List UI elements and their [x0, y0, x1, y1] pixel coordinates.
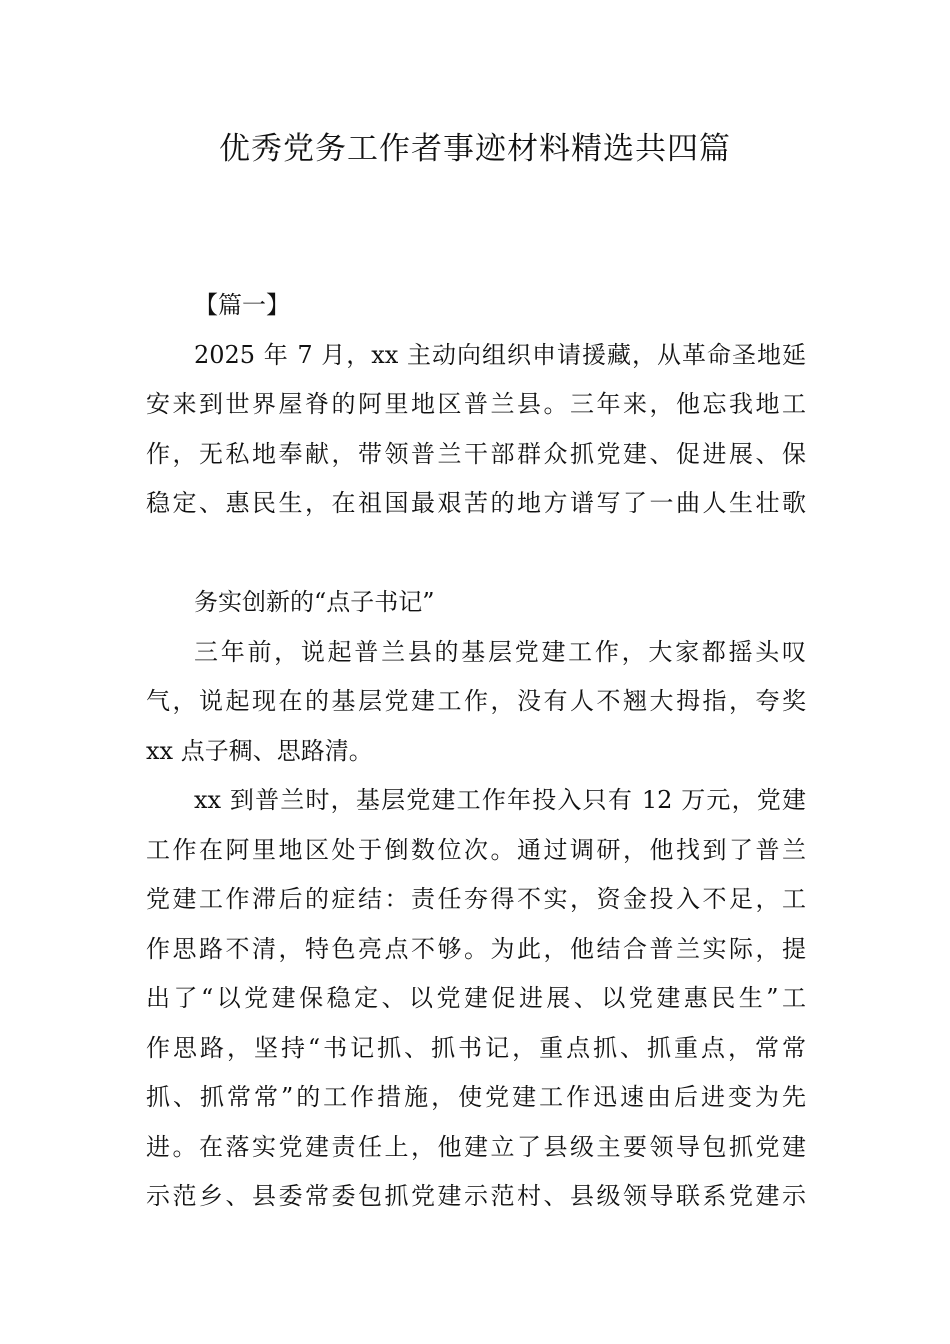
paragraph-2	[146, 628, 806, 777]
paragraph-gap	[146, 529, 806, 579]
subheading: 务实创新的“点子书记”	[194, 588, 435, 616]
para3-line-2: 工作在阿里地区处于倒数位次。通过调研，他找到了普兰	[146, 835, 806, 864]
para3-line-9: 示范乡、县委常委包抓党建示范村、县级领导联系党建示	[146, 1182, 806, 1210]
para3-line-3: 党建工作滞后的症结：责任夯得不实，资金投入不足，工	[146, 885, 806, 913]
para2-line-3: xx 点子稠、思路清。	[146, 736, 373, 765]
para3-line-7: 抓、抓常常”的工作措施，使党建工作迅速由后进变为先	[146, 1083, 806, 1111]
intro-line-2: 安来到世界屋脊的阿里地区普兰县。三年来，他忘我地工	[146, 390, 806, 418]
intro-paragraph	[146, 331, 806, 529]
para3-line-4: 作思路不清，特色亮点不够。为此，他结合普兰实际，提	[146, 934, 806, 963]
section-label: 【篇一】	[194, 291, 290, 319]
para3-line-1: xx 到普兰时，基层党建工作年投入只有 12 万元，党建	[194, 786, 806, 814]
para3-line-5: 出了“以党建保稳定、以党建促进展、以党建惠民生”工	[146, 984, 806, 1012]
para3-line-6: 作思路，坚持“书记抓、抓书记，重点抓、抓重点，常常	[146, 1033, 806, 1062]
intro-line-4: 稳定、惠民生，在祖国最艰苦的地方谱写了一曲人生壮歌	[146, 489, 806, 517]
paragraph-3	[146, 776, 806, 1222]
document-title: 优秀党务工作者事迹材料精选共四篇	[219, 131, 731, 167]
intro-line-3: 作，无私地奉献，带领普兰干部群众抓党建、促进展、保	[146, 439, 806, 468]
para2-line-2: 气，说起现在的基层党建工作，没有人不翘大拇指，夸奖	[146, 687, 806, 715]
document-body	[146, 281, 806, 1222]
para3-line-8: 进。在落实党建责任上，他建立了县级主要领导包抓党建	[146, 1132, 806, 1161]
para2-line-1: 三年前，说起普兰县的基层党建工作，大家都摇头叹	[194, 637, 806, 666]
intro-line-1: 2025 年 7 月，xx 主动向组织申请援藏，从革命圣地延	[194, 340, 806, 369]
